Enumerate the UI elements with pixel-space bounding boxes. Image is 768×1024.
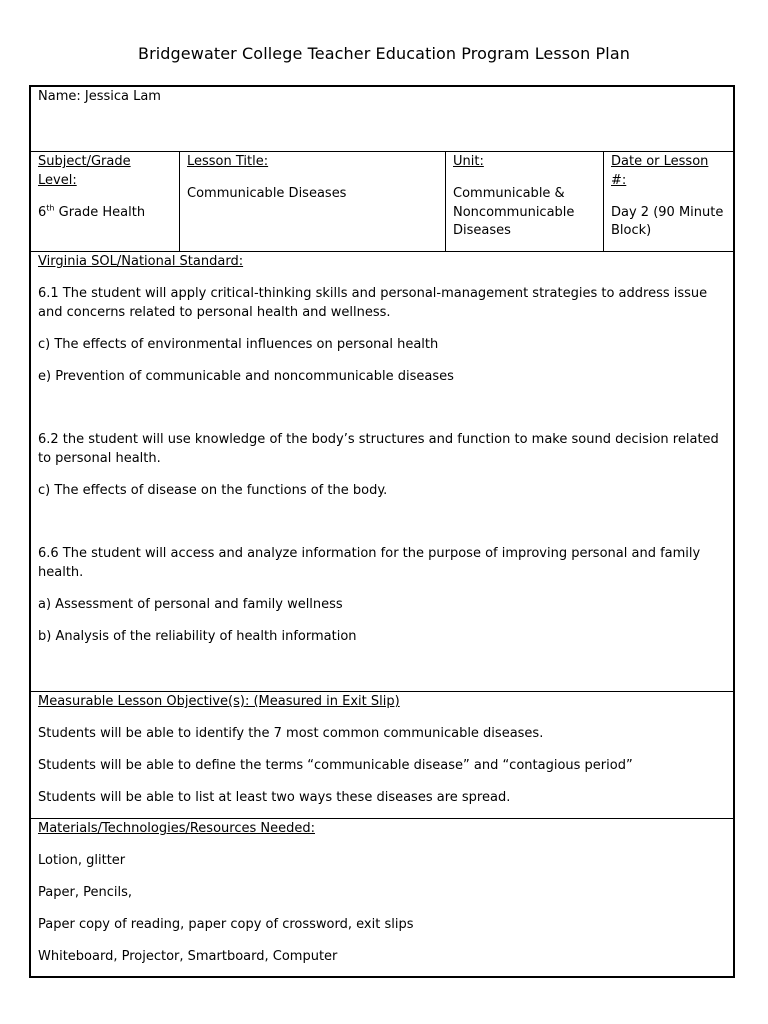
unit-value: Communicable & Noncommunicable Diseases [453, 186, 575, 238]
standards-section [31, 251, 733, 691]
lesson-title-cell [179, 152, 445, 251]
standard-item: b) Analysis of the reliability of health information [38, 628, 357, 644]
name-row [31, 87, 733, 151]
objective-item: Students will be able to identify the 7 most common communicable diseases. [38, 726, 544, 741]
document-title: Bridgewater College Teacher Education Program Lesson Plan [138, 44, 630, 63]
materials-label: Materials/Technologies/Resources Needed: [38, 821, 315, 836]
standard-text: 6.2 the student will use knowledge of the body’s structures and function to make sound decision related to personal health. [38, 432, 719, 466]
material-item: Lotion, glitter [38, 853, 126, 868]
unit-label: Unit: [453, 154, 484, 169]
subject-grade-value: 6th Grade Health [38, 203, 146, 220]
date-label: Date or Lesson #: [611, 154, 709, 188]
material-item: Paper copy of reading, paper copy of crossword, exit slips [38, 917, 414, 932]
objective-item: Students will be able to list at least two ways these diseases are spread. [38, 790, 511, 805]
standards-label: Virginia SOL/National Standard: [38, 254, 244, 269]
lesson-title-value: Communicable Diseases [187, 186, 347, 201]
lesson-title-label: Lesson Title: [187, 154, 269, 169]
materials-section [31, 818, 733, 976]
date-value: Day 2 (90 Minute Block) [611, 204, 724, 238]
info-row [31, 151, 733, 251]
objective-item: Students will be able to define the terms “communicable disease” and “contagious period” [38, 758, 633, 773]
subject-grade-cell [31, 152, 179, 251]
standard-text: 6.6 The student will access and analyze information for the purpose of improving personal and family health. [38, 546, 701, 580]
date-cell [603, 152, 733, 251]
material-item: Whiteboard, Projector, Smartboard, Computer [38, 949, 338, 964]
lesson-plan-table [29, 85, 735, 978]
standard-item: c) The effects of environmental influences on personal health [38, 336, 439, 352]
standard-item: c) The effects of disease on the functions of the body. [38, 482, 388, 498]
standard-item: a) Assessment of personal and family wellness [38, 596, 343, 612]
objectives-section [31, 691, 733, 818]
standard-item: e) Prevention of communicable and noncommunicable diseases [38, 368, 454, 384]
standard-text: 6.1 The student will apply critical-thinking skills and personal-management strategies to address issue and concerns related to personal health and wellness. [38, 286, 708, 320]
teacher-name: Name: Jessica Lam [38, 89, 161, 104]
material-item: Paper, Pencils, [38, 885, 132, 900]
unit-cell [445, 152, 603, 251]
subject-grade-label: Subject/Grade Level: [38, 154, 131, 188]
objectives-label: Measurable Lesson Objective(s): (Measured in Exit Slip) [38, 694, 400, 709]
